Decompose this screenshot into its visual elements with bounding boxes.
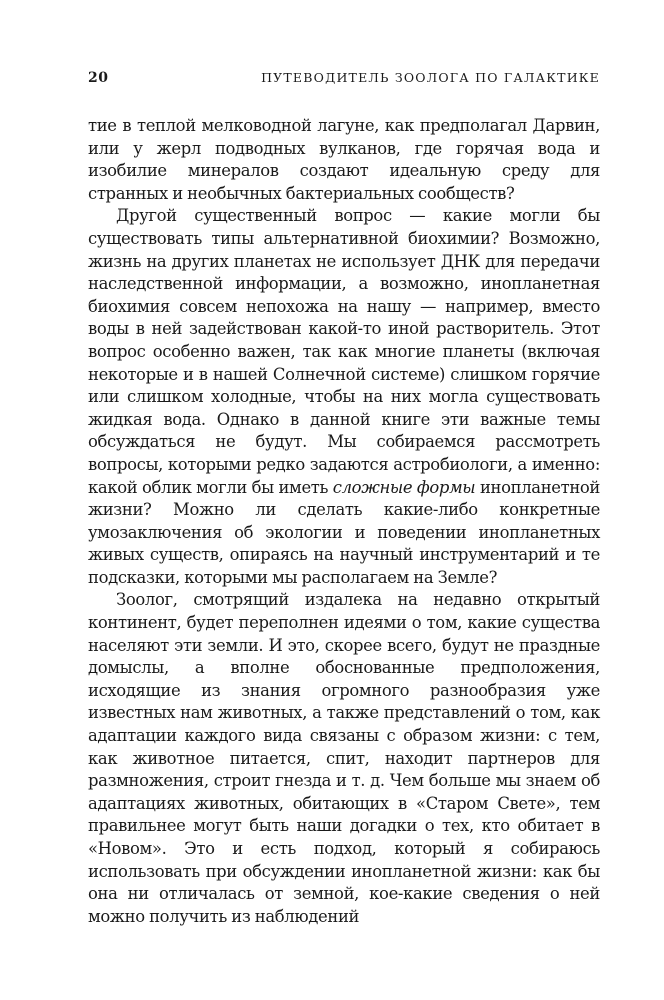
paragraph-text-before-emphasis: Другой существенный вопрос — какие могли бы существовать типы альтернативной биохимии? Возможно, жизнь на других планетах не использует ДНК для передачи наследственной информации, а возможно, инопланетная биохимия совсем непохожа на нашу — например, вместо воды в ней задействован какой-то иной растворитель. Этот вопрос особенно важен, так как многие планеты (включая некоторые и в нашей Солнечной системе) слишком горячие или слишком холодные, чтобы на них могла существовать жидкая вода. Однако в данной книге эти важные темы обсуждаться не будут. Мы собираемся рассмотреть вопросы, которыми редко задаются астробиологи, а именно: какой облик могли бы иметь [88, 206, 600, 497]
paragraph-zoologist: Зоолог, смотрящий издалека на недавно открытый континент, будет переполнен идеями о том, какие существа населяют эти земли. И это, скорее всего, будут не праздные домыслы, а вполне обоснованные предположения, исходящие из знания огромного разнообразия уже известных нам животных, а также представлений о том, как адаптации каждого вида связаны с образом жизни: с тем, как животное питается, спит, находит партнеров для размножения, строит гнезда и т. д. Чем больше мы знаем об адаптациях животных, обитающих в «Старом Свете», тем правильнее могут быть наши догадки о тех, кто обитает в «Новом». Это и есть подход, который я собираюсь использовать при обсуждении инопланетной жизни: как бы она ни отличалась от земной, кое-какие сведения о ней можно получить из наблюдений [88, 590, 600, 926]
paragraph-text-after-emphasis: инопланетной жизни? Можно ли сделать какие-либо конкретные умозаключения об экологии и поведении инопланетных живых существ, опираясь на научный инструментарий и те подсказки, которыми мы располагаем на Земле? [88, 477, 600, 587]
running-head [88, 70, 600, 90]
page-number: 20 [88, 70, 109, 86]
paragraph-alternative-biochemistry [88, 205, 600, 589]
emphasis-complex-forms: сложные формы [332, 477, 476, 497]
running-title: ПУТЕВОДИТЕЛЬ ЗООЛОГА ПО ГАЛАКТИКЕ [261, 70, 600, 85]
paragraph-continued: тие в теплой мелководной лагуне, как предполагал Дарвин, или у жерл подводных вулканов, где горячая вода и изобилие минералов создают идеальную среду для странных и необычных бактериальных сообществ? [88, 116, 600, 203]
body-text [88, 115, 600, 928]
